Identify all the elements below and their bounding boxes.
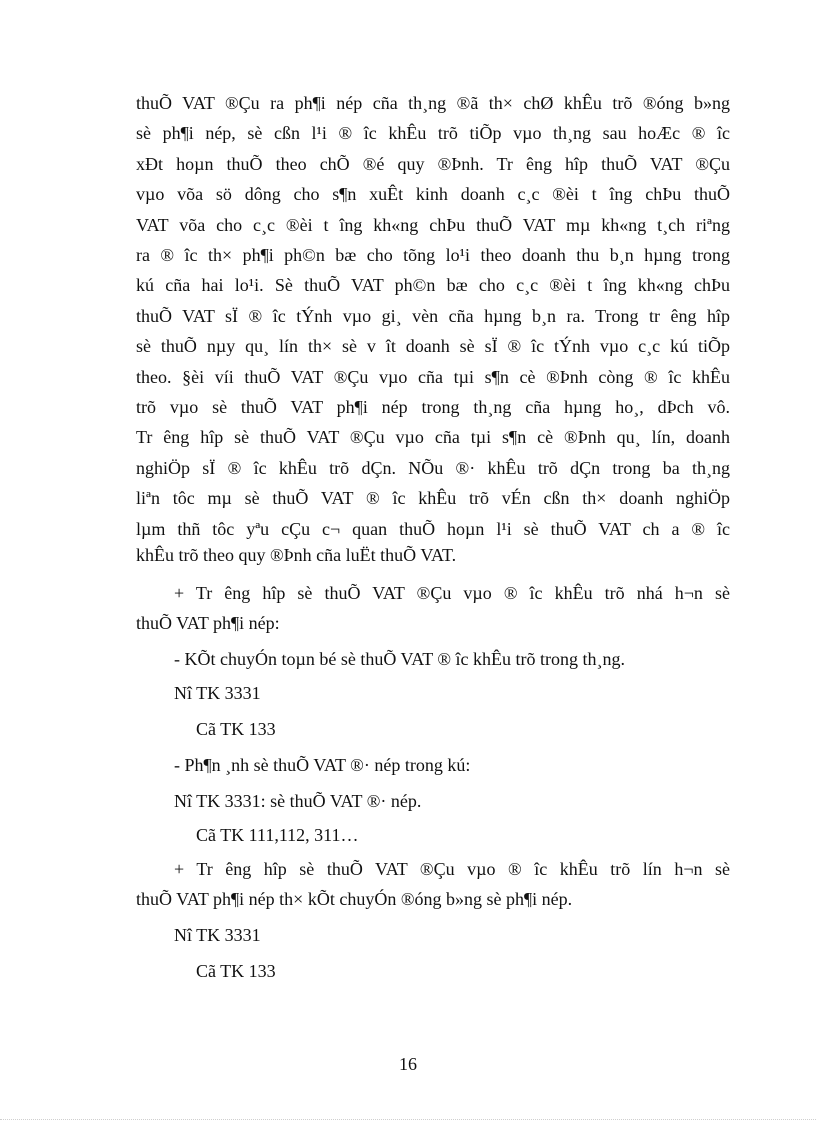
text-line: thuÕ VAT sÏ ® îc tÝnh vµo gi¸ vèn cña hµng b¸n ra. Trong tr êng hîp bbox=[136, 305, 730, 326]
text-line: + Tr êng hîp sè thuÕ VAT ®Çu vµo ® îc khÊu trõ nhá h¬n sè bbox=[174, 583, 730, 603]
list-item: - Ph¶n ¸nh sè thuÕ VAT ®· nép trong kú: bbox=[174, 755, 471, 775]
text-line: xÐt hoµn thuÕ theo chÕ ®é quy ®Þnh. Tr êng hîp thuÕ VAT ®Çu bbox=[136, 153, 730, 174]
journal-credit: Cã TK 111,112, 311… bbox=[196, 825, 359, 845]
text-line: thuÕ VAT ®Çu ra ph¶i nép cña th¸ng ®ã th× chØ khÊu trõ ®óng b»ng bbox=[136, 93, 730, 113]
page-divider bbox=[0, 1119, 816, 1120]
journal-debit: Nî TK 3331 bbox=[174, 683, 261, 703]
body-paragraph bbox=[174, 854, 730, 884]
text-line: ra ® îc th× ph¶i ph©n bæ cho tõng lo¹i theo doanh thu b¸n hµng trong bbox=[136, 245, 730, 266]
text-line: VAT võa cho c¸c ®èi t îng kh«ng chÞu thuÕ VAT mµ kh«ng t¸ch riªng bbox=[136, 214, 730, 235]
journal-debit: Nî TK 3331: sè thuÕ VAT ®· nép. bbox=[174, 791, 422, 811]
text-line: + Tr êng hîp sè thuÕ VAT ®Çu vµo ® îc khÊu trõ lín h¬n sè bbox=[174, 859, 730, 879]
journal-credit: Cã TK 133 bbox=[196, 961, 276, 981]
text-line: Tr êng hîp sè thuÕ VAT ®Çu vµo cña tµi s¶n cè ®Þnh qu¸ lín, doanh bbox=[136, 427, 730, 448]
text-line: kú cña hai lo¹i. Sè thuÕ VAT ph©n bæ cho c¸c ®èi t îng kh«ng chÞu bbox=[136, 275, 730, 296]
text-line: trõ vµo sè thuÕ VAT ph¶i nép trong th¸ng cña hµng ho¸, dÞch vô. bbox=[136, 397, 730, 418]
body-paragraph bbox=[174, 578, 730, 608]
journal-credit: Cã TK 133 bbox=[196, 719, 276, 739]
text-line: sè thuÕ nµy qu¸ lín th× sè v ît doanh sè sÏ ® îc tÝnh vµo c¸c kú tiÕp bbox=[136, 336, 730, 357]
text-line: theo. §èi víi thuÕ VAT ®Çu vµo cña tµi s¶n cè ®Þnh còng ® îc khÊu bbox=[136, 366, 730, 387]
text-line: lµm thñ tôc yªu cÇu c¬ quan thuÕ hoµn l¹i sè thuÕ VAT ch a ® îc bbox=[136, 518, 730, 539]
paragraph-last-line: thuÕ VAT ph¶i nép th× kÕt chuyÓn ®óng b»ng sè ph¶i nép. bbox=[136, 889, 573, 909]
text-line: nghiÖp sÏ ® îc khÊu trõ dÇn. NÕu ®· khÊu trõ dÇn trong ba th¸ng bbox=[136, 457, 730, 478]
paragraph-last-line: thuÕ VAT ph¶i nép: bbox=[136, 613, 280, 633]
paragraph-last-line: khÊu trõ theo quy ®Þnh cña luËt thuÕ VAT. bbox=[136, 545, 457, 565]
body-paragraph bbox=[136, 88, 730, 544]
text-line: liªn tôc mµ sè thuÕ VAT ® îc khÊu trõ vÉn cßn th× doanh nghiÖp bbox=[136, 488, 730, 509]
text-line: vµo võa sö dông cho s¶n xuÊt kinh doanh c¸c ®èi t îng chÞu thuÕ bbox=[136, 184, 730, 205]
page-number: 16 bbox=[399, 1054, 417, 1074]
journal-debit: Nî TK 3331 bbox=[174, 925, 261, 945]
text-line: sè ph¶i nép, sè cßn l¹i ® îc khÊu trõ tiÕp vµo th¸ng sau hoÆc ® îc bbox=[136, 123, 730, 144]
list-item: - KÕt chuyÓn toµn bé sè thuÕ VAT ® îc khÊu trõ trong th¸ng. bbox=[174, 649, 626, 669]
